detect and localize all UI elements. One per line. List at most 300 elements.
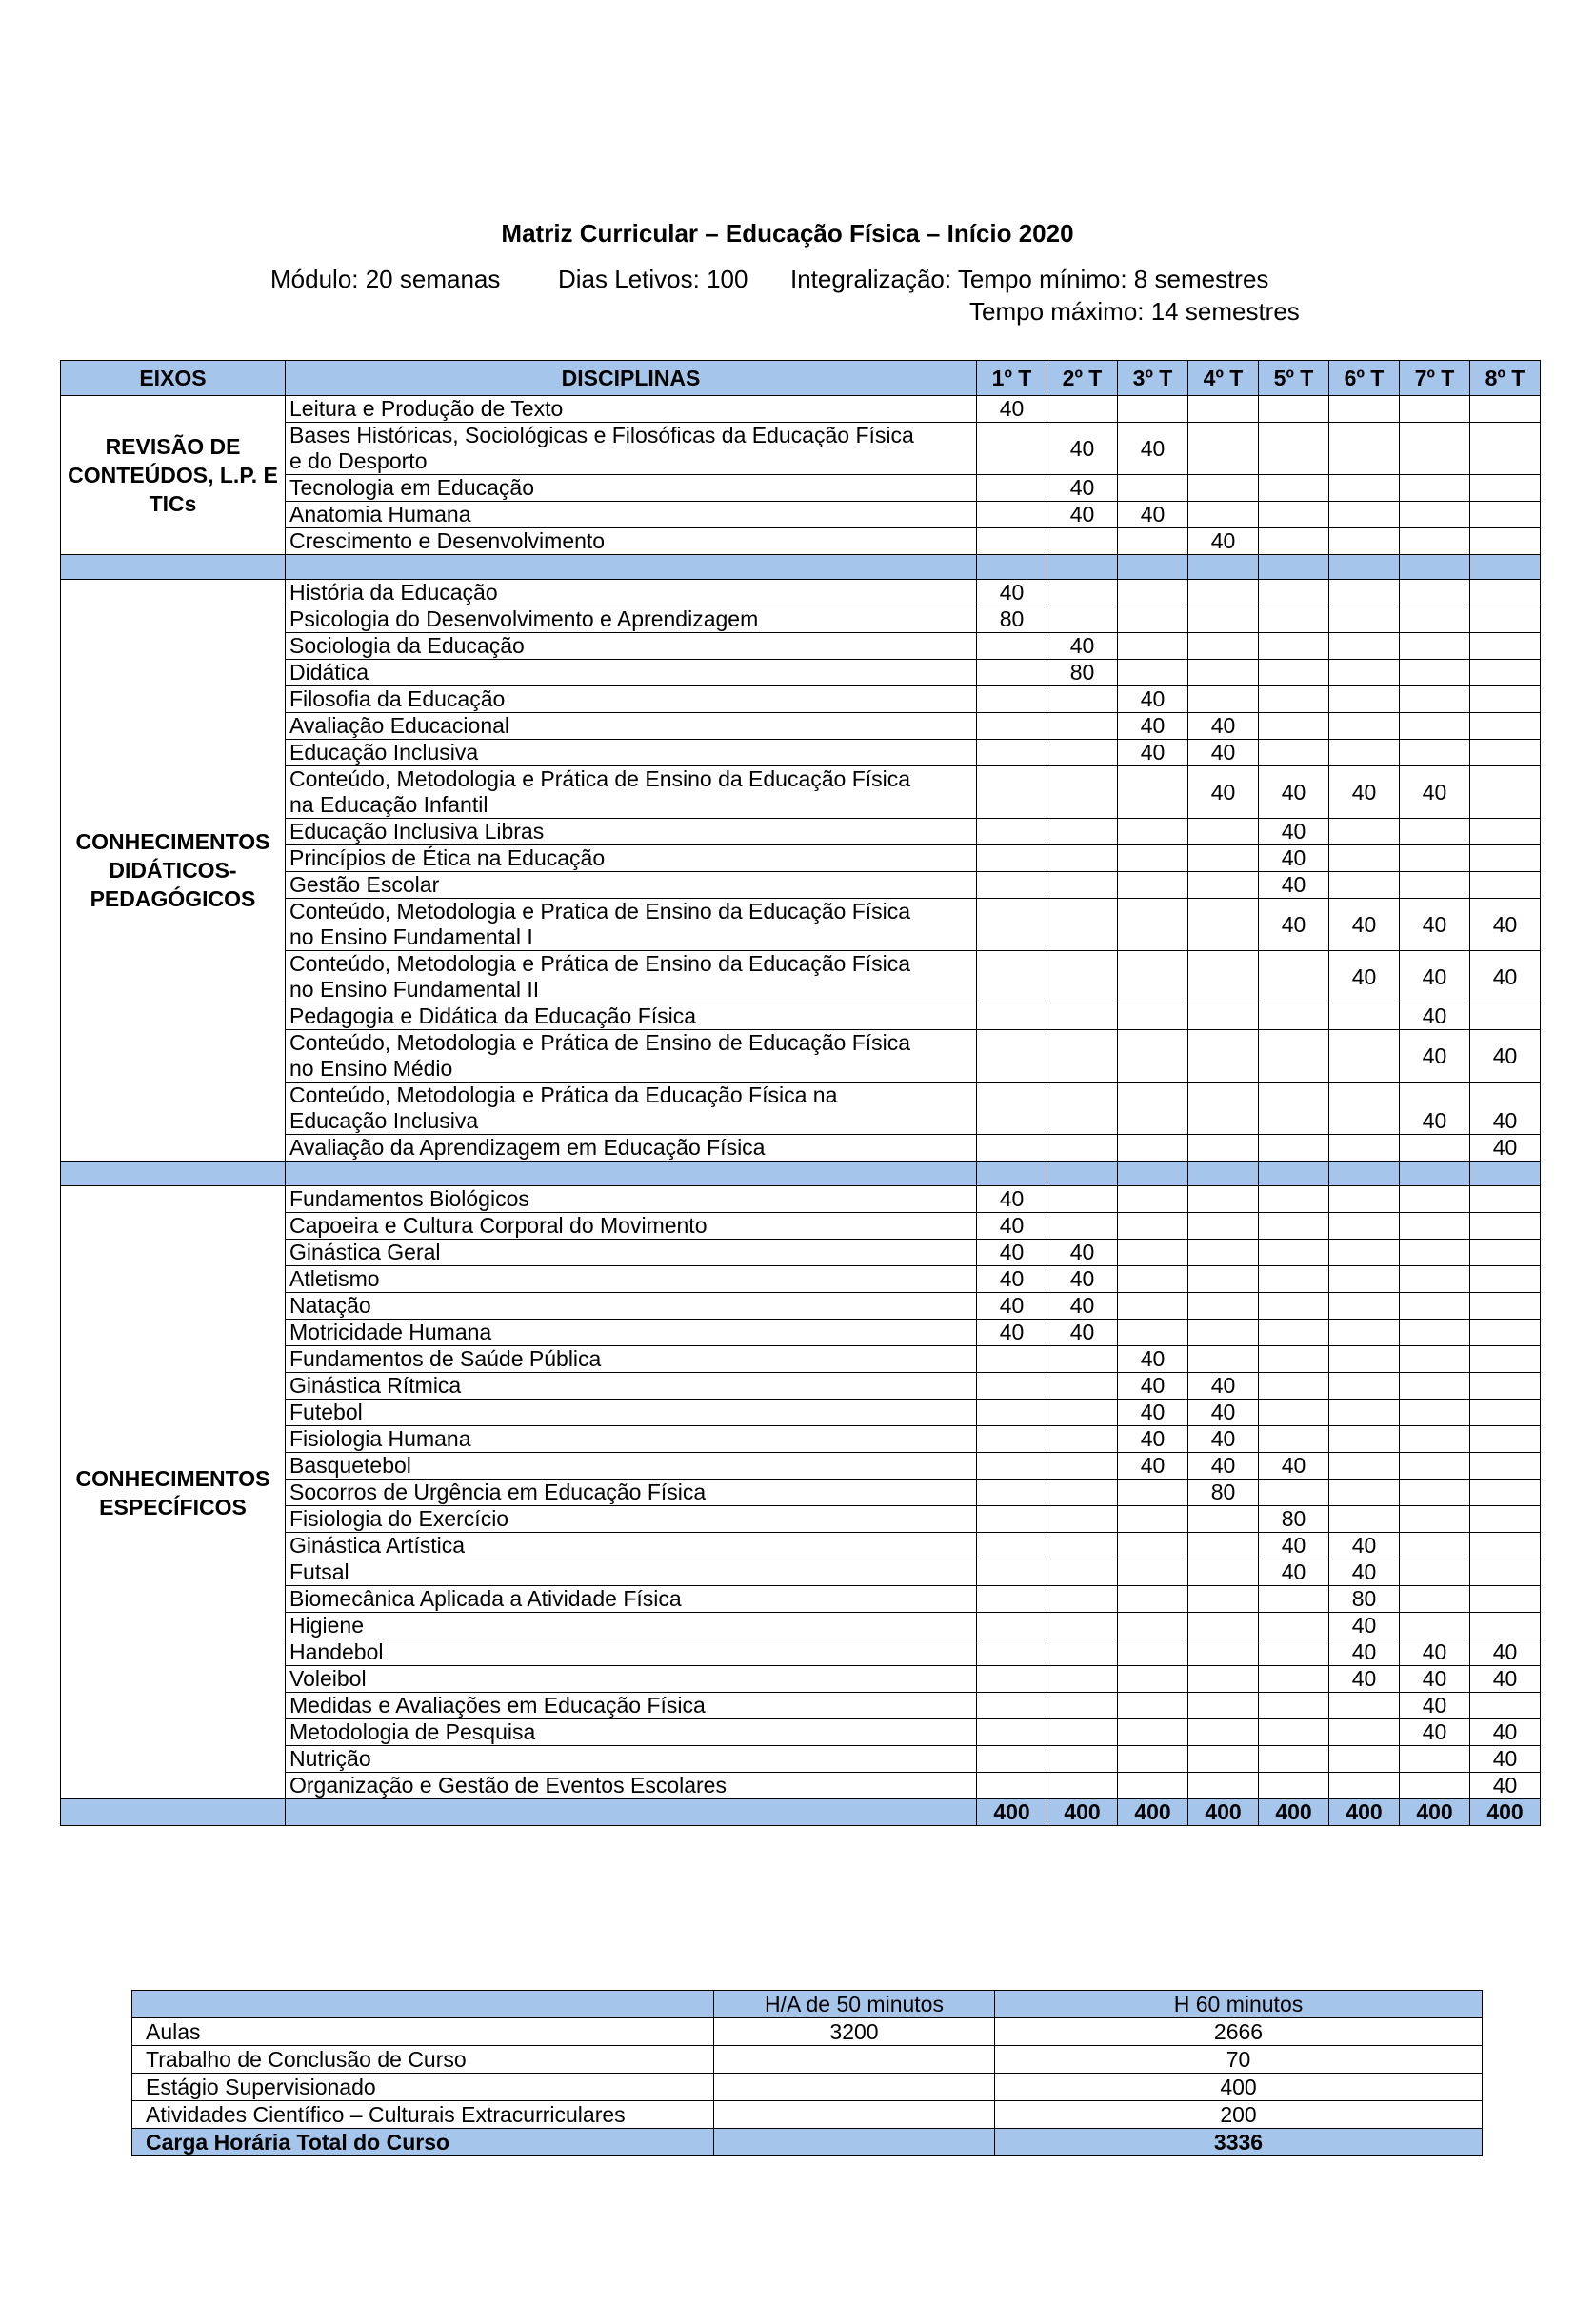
term-hours-cell: [1118, 951, 1188, 1003]
term-hours-cell: [1329, 1083, 1400, 1135]
term-hours-cell: [1047, 1453, 1118, 1480]
term-hours-cell: 40: [1047, 423, 1118, 475]
integralizacao-info: Integralização: Tempo mínimo: 8 semestres: [790, 265, 1269, 293]
term-hours-cell: [1400, 1773, 1470, 1799]
term-hours-cell: 40: [1259, 1559, 1329, 1586]
term-hours-cell: [1329, 1426, 1400, 1453]
term-total-cell: 400: [1470, 1799, 1541, 1826]
term-hours-cell: [1259, 1083, 1329, 1135]
discipline-line: Higiene: [289, 1613, 364, 1638]
term-hours-cell: 40: [1188, 1373, 1259, 1400]
discipline-line: Ginástica Rítmica: [289, 1373, 462, 1398]
term-hours-cell: [1329, 1373, 1400, 1400]
term-hours-cell: [1188, 1186, 1259, 1213]
term-hours-cell: [1118, 1213, 1188, 1240]
term-hours-cell: [1047, 1186, 1118, 1213]
term-hours-cell: [1400, 633, 1470, 660]
term-hours-cell: 40: [1400, 1666, 1470, 1693]
discipline-cell: [286, 423, 977, 475]
summary-row: [132, 2101, 1483, 2129]
summary-label: Trabalho de Conclusão de Curso: [132, 2046, 714, 2074]
term-hours-cell: [1400, 1559, 1470, 1586]
discipline-line: e do Desporto: [289, 448, 428, 473]
separator-cell: [977, 555, 1047, 580]
term-hours-cell: 40: [1188, 528, 1259, 555]
term-hours-cell: [1400, 1186, 1470, 1213]
term-hours-cell: [977, 951, 1047, 1003]
term-hours-cell: 40: [1329, 951, 1400, 1003]
term-hours-cell: [1259, 475, 1329, 502]
term-hours-cell: [977, 1746, 1047, 1773]
term-hours-cell: [1118, 660, 1188, 686]
discipline-line: Conteúdo, Metodologia e Prática de Ensino da Educação Física: [289, 951, 911, 976]
term-hours-cell: [1329, 1186, 1400, 1213]
term-hours-cell: [1329, 1506, 1400, 1533]
term-hours-cell: 40: [1400, 1639, 1470, 1666]
term-hours-cell: [1047, 845, 1118, 872]
discipline-line: Didática: [289, 660, 369, 685]
separator-cell: [977, 1162, 1047, 1186]
discipline-cell: [286, 1666, 977, 1693]
term-hours-cell: [1400, 1426, 1470, 1453]
term-hours-cell: [1470, 502, 1541, 528]
term-hours-cell: 40: [1188, 1426, 1259, 1453]
term-hours-cell: 40: [1470, 1746, 1541, 1773]
term-hours-cell: [977, 1135, 1047, 1162]
term-hours-cell: [1400, 396, 1470, 423]
term-hours-cell: [1470, 1320, 1541, 1346]
term-hours-cell: [1047, 1480, 1118, 1506]
discipline-cell: [286, 899, 977, 951]
term-hours-cell: [1329, 1135, 1400, 1162]
term-hours-cell: 40: [1188, 713, 1259, 740]
term-hours-cell: [1118, 1719, 1188, 1746]
discipline-cell: [286, 1346, 977, 1373]
term-hours-cell: [1470, 1346, 1541, 1373]
term-hours-cell: [1329, 580, 1400, 606]
term-hours-cell: [1047, 819, 1118, 845]
term-hours-cell: [1470, 766, 1541, 819]
term-hours-cell: [1470, 1186, 1541, 1213]
term-hours-cell: [1259, 396, 1329, 423]
term-hours-cell: [1118, 1266, 1188, 1293]
term-total-cell: 400: [1259, 1799, 1329, 1826]
term-hours-cell: [1188, 606, 1259, 633]
term-hours-cell: 40: [1470, 1083, 1541, 1135]
term-hours-cell: 40: [977, 1293, 1047, 1320]
term-hours-cell: 40: [1259, 845, 1329, 872]
term-hours-cell: [1259, 1320, 1329, 1346]
summary-ha-value: [714, 2074, 995, 2101]
term-hours-cell: 40: [1400, 1003, 1470, 1030]
separator-cell: [1400, 555, 1470, 580]
term-hours-cell: 40: [1329, 1559, 1400, 1586]
discipline-cell: [286, 1773, 977, 1799]
term-hours-cell: [977, 740, 1047, 766]
term-hours-cell: [1400, 1613, 1470, 1639]
discipline-line: Fundamentos Biológicos: [289, 1186, 529, 1211]
term-hours-cell: 40: [1470, 951, 1541, 1003]
discipline-line: Fundamentos de Saúde Pública: [289, 1346, 602, 1371]
term-hours-cell: 40: [1047, 475, 1118, 502]
discipline-line: Anatomia Humana: [289, 502, 471, 526]
term-hours-cell: [1400, 1293, 1470, 1320]
discipline-cell: [286, 1320, 977, 1346]
separator-cell: [1259, 1162, 1329, 1186]
term-hours-cell: [1118, 1773, 1188, 1799]
term-hours-cell: [1470, 528, 1541, 555]
discipline-cell: [286, 1240, 977, 1266]
term-hours-cell: 40: [1470, 1639, 1541, 1666]
summary-row: [132, 2046, 1483, 2074]
term-hours-cell: [1118, 899, 1188, 951]
dias-letivos-info: Dias Letivos: 100: [558, 265, 748, 293]
term-hours-cell: [1047, 1746, 1118, 1773]
term-hours-cell: [977, 1480, 1047, 1506]
term-hours-cell: [977, 686, 1047, 713]
term-hours-cell: [1188, 660, 1259, 686]
summary-h-value: 3336: [995, 2129, 1483, 2156]
term-hours-cell: [1047, 1506, 1118, 1533]
term-hours-cell: 40: [1047, 502, 1118, 528]
discipline-cell: [286, 1373, 977, 1400]
term-hours-cell: 40: [977, 1213, 1047, 1240]
term-total-cell: 400: [1188, 1799, 1259, 1826]
discipline-cell: [286, 1639, 977, 1666]
term-hours-cell: [1188, 1135, 1259, 1162]
term-hours-cell: 40: [977, 1186, 1047, 1213]
term-hours-cell: [1259, 1373, 1329, 1400]
term-hours-cell: [1470, 1586, 1541, 1613]
term-hours-cell: [1329, 872, 1400, 899]
term-hours-cell: [977, 633, 1047, 660]
discipline-line: Socorros de Urgência em Educação Física: [289, 1480, 707, 1504]
term-hours-cell: [1470, 845, 1541, 872]
term-hours-cell: [1400, 502, 1470, 528]
term-hours-cell: 40: [1047, 1266, 1118, 1293]
term-hours-cell: 40: [1329, 1613, 1400, 1639]
term-hours-cell: [1047, 580, 1118, 606]
table-body: [61, 396, 1541, 1826]
term-hours-cell: [1047, 1773, 1118, 1799]
term-hours-cell: [1259, 1213, 1329, 1240]
term-hours-cell: 40: [1470, 1135, 1541, 1162]
term-hours-cell: 40: [1400, 1719, 1470, 1746]
term-hours-cell: [1118, 872, 1188, 899]
term-hours-cell: [1470, 686, 1541, 713]
term-hours-cell: [1047, 1213, 1118, 1240]
discipline-cell: [286, 845, 977, 872]
term-hours-cell: [1329, 845, 1400, 872]
term-hours-cell: [1329, 713, 1400, 740]
term-hours-cell: [1259, 1613, 1329, 1639]
term-hours-cell: [1188, 1506, 1259, 1533]
term-hours-cell: [977, 1426, 1047, 1453]
term-hours-cell: [977, 1373, 1047, 1400]
discipline-cell: [286, 1293, 977, 1320]
term-hours-cell: [977, 1613, 1047, 1639]
term-hours-cell: [1047, 1003, 1118, 1030]
term-hours-cell: [977, 1773, 1047, 1799]
discipline-cell: [286, 1003, 977, 1030]
term-hours-cell: [1047, 1135, 1118, 1162]
summary-h-value: 2666: [995, 2018, 1483, 2046]
term-hours-cell: [1259, 1719, 1329, 1746]
summary-ha-value: 3200: [714, 2018, 995, 2046]
discipline-cell: [286, 1453, 977, 1480]
discipline-cell: [286, 872, 977, 899]
term-hours-cell: [1470, 1613, 1541, 1639]
discipline-cell: [286, 1213, 977, 1240]
term-hours-cell: [1118, 606, 1188, 633]
discipline-cell: [286, 951, 977, 1003]
term-hours-cell: [1188, 633, 1259, 660]
discipline-cell: [286, 528, 977, 555]
discipline-line: Gestão Escolar: [289, 872, 440, 897]
term-total-cell: 400: [977, 1799, 1047, 1826]
summary-row: [132, 2129, 1483, 2156]
summary-ha-value: [714, 2046, 995, 2074]
term-hours-cell: [1400, 819, 1470, 845]
term-hours-cell: [1329, 1346, 1400, 1373]
term-hours-cell: 40: [1118, 1373, 1188, 1400]
discipline-line: Biomecânica Aplicada a Atividade Física: [289, 1586, 682, 1611]
term-hours-cell: [977, 423, 1047, 475]
term-hours-cell: [1329, 502, 1400, 528]
discipline-cell: [286, 633, 977, 660]
term-hours-cell: [1329, 819, 1400, 845]
term-hours-cell: [1470, 396, 1541, 423]
term-hours-cell: [1259, 502, 1329, 528]
term-hours-cell: 40: [1118, 1426, 1188, 1453]
term-hours-cell: [1188, 1083, 1259, 1135]
term-hours-cell: 40: [1188, 740, 1259, 766]
term-hours-cell: 40: [977, 396, 1047, 423]
term-hours-cell: [1400, 1373, 1470, 1400]
separator-cell: [1329, 1162, 1400, 1186]
discipline-cell: [286, 1746, 977, 1773]
term-hours-cell: 40: [1400, 766, 1470, 819]
term-hours-cell: [1400, 606, 1470, 633]
discipline-line: no Ensino Fundamental I: [289, 924, 533, 949]
term-hours-cell: 40: [1470, 1773, 1541, 1799]
term-hours-cell: [1118, 1480, 1188, 1506]
discipline-cell: [286, 819, 977, 845]
summary-label: Estágio Supervisionado: [132, 2074, 714, 2101]
term-hours-cell: [1329, 475, 1400, 502]
term-hours-cell: [1118, 1533, 1188, 1559]
term-hours-cell: [1329, 1746, 1400, 1773]
term-hours-cell: [1470, 660, 1541, 686]
term-hours-cell: 40: [1118, 740, 1188, 766]
term-hours-cell: [1259, 606, 1329, 633]
discipline-line: Conteúdo, Metodologia e Prática de Ensino de Educação Física: [289, 1030, 911, 1055]
term-hours-cell: [1047, 1346, 1118, 1373]
term-hours-cell: [1118, 580, 1188, 606]
separator-cell: [61, 555, 286, 580]
header-term: 1º T: [977, 361, 1047, 396]
term-hours-cell: [1470, 475, 1541, 502]
term-hours-cell: 40: [1470, 899, 1541, 951]
term-hours-cell: [1047, 1693, 1118, 1719]
term-hours-cell: [977, 475, 1047, 502]
term-hours-cell: [1329, 1400, 1400, 1426]
discipline-line: Tecnologia em Educação: [289, 475, 534, 500]
term-hours-cell: 40: [1118, 1453, 1188, 1480]
term-hours-cell: [1400, 475, 1470, 502]
eixo-cell: REVISÃO DE CONTEÚDOS, L.P. E TICs: [61, 396, 286, 555]
term-hours-cell: [1470, 1480, 1541, 1506]
workload-summary-table: [131, 1990, 1483, 2156]
term-hours-cell: [1329, 686, 1400, 713]
term-hours-cell: [1400, 1320, 1470, 1346]
discipline-cell: [286, 1693, 977, 1719]
term-hours-cell: [1329, 1266, 1400, 1293]
discipline-line: Medidas e Avaliações em Educação Física: [289, 1693, 706, 1718]
term-hours-cell: [1400, 1506, 1470, 1533]
term-hours-cell: [1118, 1613, 1188, 1639]
table-row: [61, 580, 1541, 606]
term-hours-cell: [1259, 1135, 1329, 1162]
term-hours-cell: [1188, 1213, 1259, 1240]
summary-header-cell: [132, 1991, 714, 2018]
term-hours-cell: [1047, 1666, 1118, 1693]
separator-cell: [1118, 555, 1188, 580]
discipline-cell: [286, 686, 977, 713]
term-hours-cell: [1047, 1639, 1118, 1666]
discipline-cell: [286, 1083, 977, 1135]
term-hours-cell: [1259, 1003, 1329, 1030]
discipline-cell: [286, 606, 977, 633]
separator-cell: [1329, 555, 1400, 580]
term-hours-cell: [1259, 528, 1329, 555]
term-hours-cell: [1259, 1426, 1329, 1453]
term-hours-cell: 40: [1400, 899, 1470, 951]
term-hours-cell: [977, 1559, 1047, 1586]
term-hours-cell: 40: [1047, 1240, 1118, 1266]
table-row: [61, 396, 1541, 423]
term-hours-cell: [1259, 1773, 1329, 1799]
term-hours-cell: 40: [1329, 766, 1400, 819]
term-hours-cell: [1329, 1480, 1400, 1506]
term-hours-cell: [1188, 475, 1259, 502]
discipline-line: Sociologia da Educação: [289, 633, 525, 658]
term-hours-cell: [1188, 1320, 1259, 1346]
term-hours-cell: [977, 1719, 1047, 1746]
discipline-cell: [286, 713, 977, 740]
term-hours-cell: [1400, 1266, 1470, 1293]
term-hours-cell: [1047, 713, 1118, 740]
term-hours-cell: [1400, 1480, 1470, 1506]
group-separator-row: [61, 1162, 1541, 1186]
term-hours-cell: [977, 819, 1047, 845]
term-hours-cell: [1259, 740, 1329, 766]
header-term: 3º T: [1118, 361, 1188, 396]
discipline-cell: [286, 1613, 977, 1639]
term-hours-cell: [977, 1693, 1047, 1719]
term-hours-cell: [1118, 1083, 1188, 1135]
term-hours-cell: [1259, 686, 1329, 713]
eixo-cell: CONHECIMENTOS ESPECÍFICOS: [61, 1186, 286, 1799]
term-hours-cell: [977, 1083, 1047, 1135]
term-hours-cell: [1400, 1746, 1470, 1773]
term-hours-cell: [977, 1533, 1047, 1559]
discipline-cell: [286, 1506, 977, 1533]
term-hours-cell: [1118, 1559, 1188, 1586]
term-hours-cell: 40: [1118, 1400, 1188, 1426]
term-hours-cell: [1188, 1719, 1259, 1746]
term-hours-cell: [1470, 1506, 1541, 1533]
term-hours-cell: [1470, 1453, 1541, 1480]
term-hours-cell: [1400, 686, 1470, 713]
header-term: 4º T: [1188, 361, 1259, 396]
term-hours-cell: [1400, 740, 1470, 766]
term-hours-cell: [977, 872, 1047, 899]
term-hours-cell: [1188, 845, 1259, 872]
term-hours-cell: [1188, 951, 1259, 1003]
term-hours-cell: [1259, 1293, 1329, 1320]
term-hours-cell: [1118, 1639, 1188, 1666]
term-hours-cell: 40: [1259, 1533, 1329, 1559]
discipline-line: Fisiologia do Exercício: [289, 1506, 509, 1531]
term-hours-cell: 40: [1118, 713, 1188, 740]
term-total-cell: 400: [1329, 1799, 1400, 1826]
table-row: [61, 1186, 1541, 1213]
term-hours-cell: [1047, 396, 1118, 423]
term-hours-cell: [1470, 713, 1541, 740]
header-term: 5º T: [1259, 361, 1329, 396]
discipline-cell: [286, 1559, 977, 1586]
term-hours-cell: [1118, 1506, 1188, 1533]
header-term: 6º T: [1329, 361, 1400, 396]
term-hours-cell: [1188, 1003, 1259, 1030]
term-hours-cell: 40: [1188, 766, 1259, 819]
discipline-line: na Educação Infantil: [289, 792, 488, 817]
discipline-line: Leitura e Produção de Texto: [289, 396, 564, 421]
term-hours-cell: [977, 713, 1047, 740]
term-hours-cell: [1259, 1480, 1329, 1506]
term-hours-cell: [1400, 1213, 1470, 1240]
term-hours-cell: [1118, 1693, 1188, 1719]
term-hours-cell: [1188, 396, 1259, 423]
header-eixos: EIXOS: [61, 361, 286, 396]
separator-cell: [1400, 1162, 1470, 1186]
summary-h-value: 400: [995, 2074, 1483, 2101]
term-hours-cell: [1470, 423, 1541, 475]
eixo-cell: CONHECIMENTOS DIDÁTICOS-PEDAGÓGICOS: [61, 580, 286, 1162]
term-hours-cell: 40: [977, 1240, 1047, 1266]
term-hours-cell: 40: [1400, 1083, 1470, 1135]
term-hours-cell: [1329, 606, 1400, 633]
term-hours-cell: [977, 766, 1047, 819]
discipline-line: Ginástica Artística: [289, 1533, 466, 1558]
summary-label: Carga Horária Total do Curso: [132, 2129, 714, 2156]
separator-cell: [286, 555, 977, 580]
discipline-line: Avaliação da Aprendizagem em Educação Física: [289, 1135, 766, 1160]
discipline-cell: [286, 1533, 977, 1559]
term-hours-cell: [1118, 1030, 1188, 1083]
separator-cell: [1047, 1162, 1118, 1186]
term-hours-cell: [1259, 1400, 1329, 1426]
discipline-cell: [286, 740, 977, 766]
term-hours-cell: 80: [977, 606, 1047, 633]
term-hours-cell: [1188, 1240, 1259, 1266]
term-hours-cell: [1118, 1135, 1188, 1162]
term-hours-cell: [1118, 1240, 1188, 1266]
term-hours-cell: 80: [1047, 660, 1118, 686]
discipline-line: Fisiologia Humana: [289, 1426, 471, 1451]
term-hours-cell: [1259, 1240, 1329, 1266]
